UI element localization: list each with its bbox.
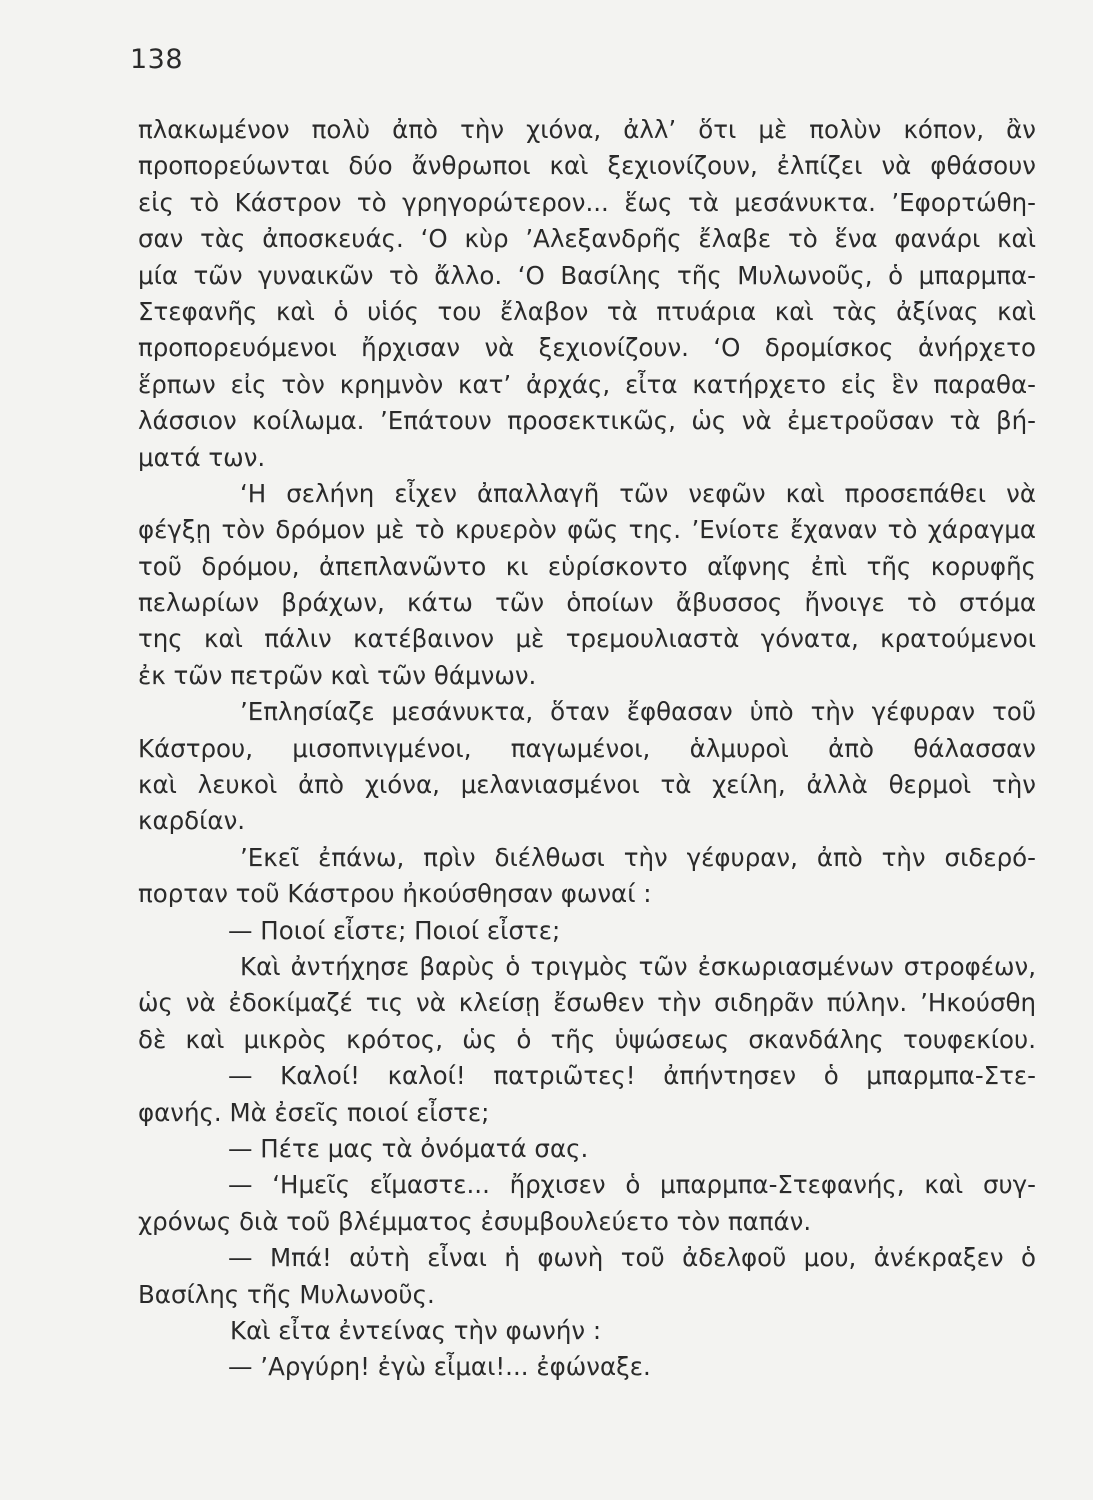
text-line: — Πέτε μας τὰ ὀνόματά σας. [228, 1133, 589, 1163]
text-line: της καὶ πάλιν κατέβαινον μὲ τρεμουλιαστὰ γόνατα, κρατούμενοι [138, 624, 1036, 654]
page-number: 138 [130, 44, 184, 75]
text-line: πορταν τοῦ Κάστρου ἠκούσθησαν φωναί : [138, 879, 652, 909]
text-line: προπορευόμενοι ἤρχισαν νὰ ξεχιονίζουν. ‘Ο δρομίσκος ἀνήρχετο [138, 333, 1036, 363]
text-line: ἕρπων εἰς τὸν κρημνὸν κατ’ ἀρχάς, εἶτα κατήρχετο εἰς ἓν παραθα- [138, 369, 1036, 399]
text-line: λάσσιον κοίλωμα. ’Επάτουν προσεκτικῶς, ὡς νὰ ἐμετροῦσαν τὰ βή- [138, 406, 1036, 436]
text-line: καὶ λευκοὶ ἀπὸ χιόνα, μελανιασμένοι τὰ χείλη, ἀλλὰ θερμοὶ τὴν [138, 770, 1036, 800]
text-line: — Μπά! αὐτὴ εἶναι ἡ φωνὴ τοῦ ἀδελφοῦ μου, ἀνέκραξεν ὁ [228, 1243, 1036, 1273]
text-line: ὡς νὰ ἐδοκίμαζέ τις νὰ κλείσῃ ἔσωθεν τὴν σιδηρᾶν πύλην. ’Ηκούσθη [138, 988, 1036, 1018]
text-line: ’Επλησίαζε μεσάνυκτα, ὅταν ἔφθασαν ὑπὸ τὴν γέφυραν τοῦ [240, 697, 1036, 727]
text-line: ‘Η σελήνη εἶχεν ἀπαλλαγῆ τῶν νεφῶν καὶ προσεπάθει νὰ [240, 478, 1036, 508]
text-line: ’Εκεῖ ἐπάνω, πρὶν διέλθωσι τὴν γέφυραν, ἀπὸ τὴν σιδερό- [240, 842, 1036, 872]
text-line: — ’Αργύρη! ἐγὼ εἶμαι!... ἐφώναξε. [228, 1352, 651, 1382]
text-line: μία τῶν γυναικῶν τὸ ἄλλο. ‘Ο Βασίλης τῆς Μυλωνοῦς, ὁ μπαρμπα- [138, 260, 1036, 290]
text-line: σαν τὰς ἀποσκευάς. ‘Ο κὺρ ’Αλεξανδρῆς ἔλαβε τὸ ἕνα φανάρι καὶ [138, 224, 1036, 254]
text-line: Στεφανῆς καὶ ὁ υἱός του ἔλαβον τὰ πτυάρια καὶ τὰς ἀξίνας καὶ [138, 296, 1036, 326]
body-text [138, 112, 1036, 1386]
text-line: πλακωμένον πολὺ ἀπὸ τὴν χιόνα, ἀλλ’ ὅτι μὲ πολὺν κόπον, ἂν [138, 115, 1036, 144]
text-line: φέγξῃ τὸν δρόμον μὲ τὸ κρυερὸν φῶς της. ’Ενίοτε ἔχαναν τὸ χάραγμα [138, 515, 1036, 545]
text-line: — Καλοί! καλοί! πατριῶτες! ἀπήντησεν ὁ μπαρμπα-Στε- [228, 1061, 1036, 1091]
text-line: χρόνως διὰ τοῦ βλέμματος ἐσυμβουλεύετο τὸν παπάν. [138, 1206, 812, 1236]
text-line: τοῦ δρόμου, ἀπεπλανῶντο κι εὑρίσκοντο αἴφνης ἐπὶ τῆς κορυφῆς [138, 551, 1036, 581]
text-line: — Ποιοί εἶστε; Ποιοί εἶστε; [228, 915, 561, 945]
text-line: φανής. Μὰ ἐσεῖς ποιοί εἶστε; [138, 1097, 490, 1127]
text-line: — ‘Ημεῖς εἴμαστε... ἤρχισεν ὁ μπαρμπα-Στεφανής, καὶ συγ- [228, 1170, 1036, 1200]
text-line: δὲ καὶ μικρὸς κρότος, ὡς ὁ τῆς ὑψώσεως σκανδάλης τουφεκίου. [138, 1024, 1036, 1054]
text-line: Καὶ εἶτα ἐντείνας τὴν φωνήν : [230, 1315, 602, 1345]
text-line: ματά των. [138, 442, 266, 472]
text-line: Καὶ ἀντήχησε βαρὺς ὁ τριγμὸς τῶν ἐσκωριασμένων στροφέων, [240, 951, 1036, 981]
text-line: Βασίλης τῆς Μυλωνοῦς. [138, 1279, 435, 1309]
text-line: εἰς τὸ Κάστρον τὸ γρηγορώτερον... ἕως τὰ μεσάνυκτα. ’Εφορτώθη- [138, 187, 1036, 217]
text-line: προπορεύωνται δύο ἄνθρωποι καὶ ξεχιονίζουν, ἐλπίζει νὰ φθάσουν [138, 151, 1036, 181]
text-line: πελωρίων βράχων, κάτω τῶν ὁποίων ἄβυσσος ἤνοιγε τὸ στόμα [138, 588, 1036, 618]
text-line: Κάστρου, μισοπνιγμένοι, παγωμένοι, ἁλμυροὶ ἀπὸ θάλασσαν [138, 733, 1036, 763]
text-line: ἐκ τῶν πετρῶν καὶ τῶν θάμνων. [138, 660, 537, 690]
text-line: καρδίαν. [138, 806, 246, 836]
